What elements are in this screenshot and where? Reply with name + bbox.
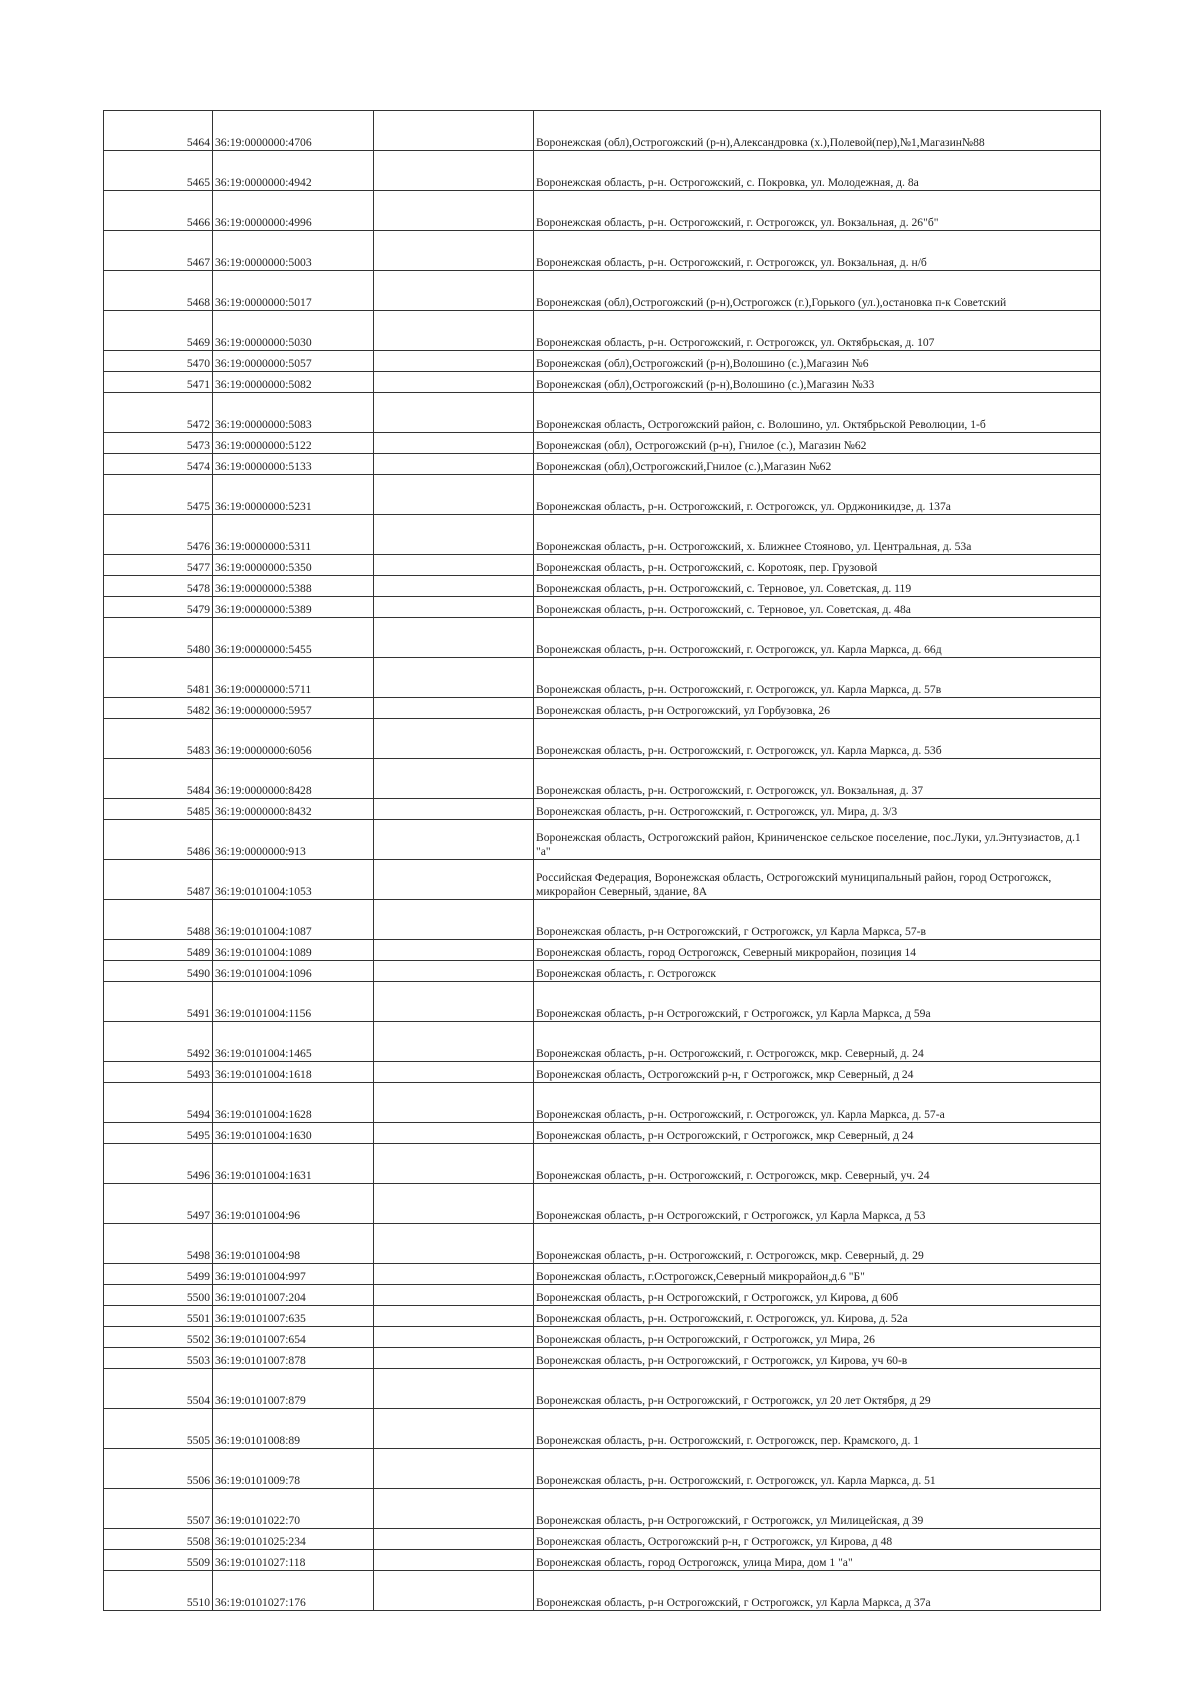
address-cell: Воронежская область, р-н. Острогожский, с. Терновое, ул. Советская, д. 119 bbox=[534, 576, 1101, 597]
empty-cell bbox=[374, 1264, 534, 1285]
cadastral-number-cell: 36:19:0000000:8432 bbox=[213, 799, 374, 820]
address-cell: Воронежская область, р-н Острогожский, г Острогожск, ул Мира, 26 bbox=[534, 1327, 1101, 1348]
table-row bbox=[104, 1409, 1101, 1449]
table-row bbox=[104, 191, 1101, 231]
address-cell: Воронежская область, Острогожский р-н, г Острогожск, ул Кирова, д 48 bbox=[534, 1529, 1101, 1550]
address-cell: Воронежская область, р-н. Острогожский, г. Острогожск, ул. Вокзальная, д. н/б bbox=[534, 231, 1101, 271]
address-cell: Воронежская область, р-н. Острогожский, г. Острогожск, ул. Мира, д. 3/3 bbox=[534, 799, 1101, 820]
address-cell: Воронежская область, Острогожский р-н, г Острогожск, мкр Северный, д 24 bbox=[534, 1062, 1101, 1083]
address-cell: Воронежская (обл),Острогожский (р-н),Острогожск (г.),Горького (ул.),остановка п-к Советский bbox=[534, 271, 1101, 311]
cadastral-number-cell: 36:19:0000000:5231 bbox=[213, 475, 374, 515]
row-number-cell: 5504 bbox=[104, 1369, 213, 1409]
cadastral-number-cell: 36:19:0000000:5389 bbox=[213, 597, 374, 618]
row-number-cell: 5465 bbox=[104, 151, 213, 191]
row-number-cell: 5507 bbox=[104, 1489, 213, 1529]
row-number-cell: 5476 bbox=[104, 515, 213, 555]
address-cell: Воронежская область, р-н. Острогожский, г. Острогожск, ул. Карла Маркса, д. 51 bbox=[534, 1449, 1101, 1489]
address-cell: Воронежская область, р-н. Острогожский, с. Коротояк, пер. Грузовой bbox=[534, 555, 1101, 576]
row-number-cell: 5506 bbox=[104, 1449, 213, 1489]
table-row bbox=[104, 820, 1101, 860]
cadastral-number-cell: 36:19:0101004:1465 bbox=[213, 1022, 374, 1062]
cadastral-number-cell: 36:19:0101004:1053 bbox=[213, 860, 374, 900]
empty-cell bbox=[374, 1571, 534, 1611]
address-cell: Воронежская область, Острогожский район, Криниченское сельское поселение, пос.Луки, ул.Энтузиастов, д.1 "а" bbox=[534, 820, 1101, 860]
empty-cell bbox=[374, 1083, 534, 1123]
row-number-cell: 5503 bbox=[104, 1348, 213, 1369]
table-row bbox=[104, 351, 1101, 372]
cadastral-number-cell: 36:19:0000000:8428 bbox=[213, 759, 374, 799]
cadastral-number-cell: 36:19:0000000:5017 bbox=[213, 271, 374, 311]
cadastral-number-cell: 36:19:0000000:5083 bbox=[213, 393, 374, 433]
table-row bbox=[104, 475, 1101, 515]
table-row bbox=[104, 372, 1101, 393]
row-number-cell: 5481 bbox=[104, 658, 213, 698]
registry-table-body bbox=[104, 111, 1101, 1611]
empty-cell bbox=[374, 1449, 534, 1489]
address-cell: Воронежская (обл),Острогожский (р-н),Волошино (с.),Магазин №33 bbox=[534, 372, 1101, 393]
row-number-cell: 5469 bbox=[104, 311, 213, 351]
cadastral-number-cell: 36:19:0101004:1087 bbox=[213, 900, 374, 940]
row-number-cell: 5497 bbox=[104, 1184, 213, 1224]
row-number-cell: 5466 bbox=[104, 191, 213, 231]
cadastral-number-cell: 36:19:0000000:5030 bbox=[213, 311, 374, 351]
table-row bbox=[104, 1327, 1101, 1348]
table-row bbox=[104, 231, 1101, 271]
cadastral-number-cell: 36:19:0101027:176 bbox=[213, 1571, 374, 1611]
row-number-cell: 5489 bbox=[104, 940, 213, 961]
address-cell: Воронежская область, р-н Острогожский, г Острогожск, ул Кирова, уч 60-в bbox=[534, 1348, 1101, 1369]
address-cell: Воронежская область, р-н Острогожский, г Острогожск, ул Карла Маркса, д 37а bbox=[534, 1571, 1101, 1611]
row-number-cell: 5502 bbox=[104, 1327, 213, 1348]
empty-cell bbox=[374, 454, 534, 475]
empty-cell bbox=[374, 151, 534, 191]
row-number-cell: 5482 bbox=[104, 698, 213, 719]
cadastral-number-cell: 36:19:0000000:5082 bbox=[213, 372, 374, 393]
empty-cell bbox=[374, 576, 534, 597]
cadastral-number-cell: 36:19:0101004:997 bbox=[213, 1264, 374, 1285]
cadastral-number-cell: 36:19:0000000:6056 bbox=[213, 719, 374, 759]
cadastral-number-cell: 36:19:0101027:118 bbox=[213, 1550, 374, 1571]
table-row bbox=[104, 1184, 1101, 1224]
row-number-cell: 5488 bbox=[104, 900, 213, 940]
cadastral-number-cell: 36:19:0000000:5003 bbox=[213, 231, 374, 271]
cadastral-number-cell: 36:19:0000000:5057 bbox=[213, 351, 374, 372]
empty-cell bbox=[374, 759, 534, 799]
cadastral-number-cell: 36:19:0101004:1630 bbox=[213, 1123, 374, 1144]
empty-cell bbox=[374, 860, 534, 900]
address-cell: Воронежская область, р-н. Острогожский, г. Острогожск, ул. Кирова, д. 52а bbox=[534, 1306, 1101, 1327]
row-number-cell: 5496 bbox=[104, 1144, 213, 1184]
table-row bbox=[104, 151, 1101, 191]
table-row bbox=[104, 1489, 1101, 1529]
row-number-cell: 5479 bbox=[104, 597, 213, 618]
address-cell: Воронежская область, р-н. Острогожский, г. Острогожск, мкр. Северный, д. 29 bbox=[534, 1224, 1101, 1264]
row-number-cell: 5475 bbox=[104, 475, 213, 515]
table-row bbox=[104, 393, 1101, 433]
cadastral-number-cell: 36:19:0101007:879 bbox=[213, 1369, 374, 1409]
empty-cell bbox=[374, 515, 534, 555]
cadastral-number-cell: 36:19:0000000:5455 bbox=[213, 618, 374, 658]
empty-cell bbox=[374, 940, 534, 961]
table-row bbox=[104, 618, 1101, 658]
row-number-cell: 5483 bbox=[104, 719, 213, 759]
address-cell: Воронежская (обл),Острогожский,Гнилое (с.),Магазин №62 bbox=[534, 454, 1101, 475]
table-row bbox=[104, 1449, 1101, 1489]
table-row bbox=[104, 1083, 1101, 1123]
cadastral-number-cell: 36:19:0101025:234 bbox=[213, 1529, 374, 1550]
table-row bbox=[104, 597, 1101, 618]
empty-cell bbox=[374, 719, 534, 759]
cadastral-number-cell: 36:19:0000000:4706 bbox=[213, 111, 374, 151]
row-number-cell: 5487 bbox=[104, 860, 213, 900]
table-row bbox=[104, 1285, 1101, 1306]
row-number-cell: 5484 bbox=[104, 759, 213, 799]
cadastral-number-cell: 36:19:0101004:1089 bbox=[213, 940, 374, 961]
address-cell: Воронежская область, р-н. Острогожский, г. Острогожск, ул. Вокзальная, д. 37 bbox=[534, 759, 1101, 799]
table-row bbox=[104, 900, 1101, 940]
cadastral-number-cell: 36:19:0101008:89 bbox=[213, 1409, 374, 1449]
row-number-cell: 5468 bbox=[104, 271, 213, 311]
empty-cell bbox=[374, 820, 534, 860]
address-cell: Воронежская область, р-н. Острогожский, г. Острогожск, мкр. Северный, уч. 24 bbox=[534, 1144, 1101, 1184]
table-row bbox=[104, 454, 1101, 475]
address-cell: Воронежская область, р-н. Острогожский, г. Острогожск, ул. Карла Маркса, д. 53б bbox=[534, 719, 1101, 759]
empty-cell bbox=[374, 1327, 534, 1348]
address-cell: Воронежская область, г.Острогожск,Северный микрорайон,д.6 "Б" bbox=[534, 1264, 1101, 1285]
cadastral-number-cell: 36:19:0101004:1096 bbox=[213, 961, 374, 982]
empty-cell bbox=[374, 1348, 534, 1369]
empty-cell bbox=[374, 618, 534, 658]
row-number-cell: 5493 bbox=[104, 1062, 213, 1083]
cadastral-number-cell: 36:19:0101022:70 bbox=[213, 1489, 374, 1529]
row-number-cell: 5500 bbox=[104, 1285, 213, 1306]
address-cell: Воронежская область, р-н. Острогожский, г. Острогожск, ул. Орджоникидзе, д. 137а bbox=[534, 475, 1101, 515]
table-row bbox=[104, 1369, 1101, 1409]
cadastral-number-cell: 36:19:0000000:913 bbox=[213, 820, 374, 860]
empty-cell bbox=[374, 1123, 534, 1144]
empty-cell bbox=[374, 1285, 534, 1306]
empty-cell bbox=[374, 393, 534, 433]
empty-cell bbox=[374, 597, 534, 618]
address-cell: Воронежская область, город Острогожск, Северный микрорайон, позиция 14 bbox=[534, 940, 1101, 961]
row-number-cell: 5501 bbox=[104, 1306, 213, 1327]
address-cell: Воронежская область, р-н. Острогожский, г. Острогожск, ул. Карла Маркса, д. 57в bbox=[534, 658, 1101, 698]
address-cell: Воронежская область, р-н. Острогожский, г. Острогожск, ул. Карла Маркса, д. 66д bbox=[534, 618, 1101, 658]
address-cell: Воронежская область, город Острогожск, улица Мира, дом 1 "а" bbox=[534, 1550, 1101, 1571]
empty-cell bbox=[374, 111, 534, 151]
row-number-cell: 5492 bbox=[104, 1022, 213, 1062]
table-row bbox=[104, 1144, 1101, 1184]
row-number-cell: 5495 bbox=[104, 1123, 213, 1144]
address-cell: Воронежская область, р-н Острогожский, г Острогожск, ул Карла Маркса, д 59а bbox=[534, 982, 1101, 1022]
row-number-cell: 5473 bbox=[104, 433, 213, 454]
row-number-cell: 5505 bbox=[104, 1409, 213, 1449]
empty-cell bbox=[374, 351, 534, 372]
empty-cell bbox=[374, 1022, 534, 1062]
address-cell: Воронежская область, р-н. Острогожский, г. Острогожск, мкр. Северный, д. 24 bbox=[534, 1022, 1101, 1062]
empty-cell bbox=[374, 1550, 534, 1571]
cadastral-number-cell: 36:19:0101007:204 bbox=[213, 1285, 374, 1306]
empty-cell bbox=[374, 658, 534, 698]
empty-cell bbox=[374, 555, 534, 576]
cadastral-number-cell: 36:19:0101007:635 bbox=[213, 1306, 374, 1327]
cadastral-number-cell: 36:19:0000000:5122 bbox=[213, 433, 374, 454]
row-number-cell: 5494 bbox=[104, 1083, 213, 1123]
address-cell: Воронежская область, р-н Острогожский, г Острогожск, мкр Северный, д 24 bbox=[534, 1123, 1101, 1144]
row-number-cell: 5477 bbox=[104, 555, 213, 576]
empty-cell bbox=[374, 433, 534, 454]
empty-cell bbox=[374, 961, 534, 982]
cadastral-number-cell: 36:19:0101009:78 bbox=[213, 1449, 374, 1489]
cadastral-number-cell: 36:19:0000000:5350 bbox=[213, 555, 374, 576]
cadastral-number-cell: 36:19:0000000:4942 bbox=[213, 151, 374, 191]
empty-cell bbox=[374, 1184, 534, 1224]
table-row bbox=[104, 1062, 1101, 1083]
empty-cell bbox=[374, 698, 534, 719]
address-cell: Воронежская (обл),Острогожский (р-н),Волошино (с.),Магазин №6 bbox=[534, 351, 1101, 372]
cadastral-number-cell: 36:19:0000000:5711 bbox=[213, 658, 374, 698]
cadastral-number-cell: 36:19:0101004:98 bbox=[213, 1224, 374, 1264]
table-row bbox=[104, 576, 1101, 597]
address-cell: Воронежская область, Острогожский район, с. Волошино, ул. Октябрьской Революции, 1-б bbox=[534, 393, 1101, 433]
address-cell: Воронежская область, р-н Острогожский, г Острогожск, ул Кирова, д 60б bbox=[534, 1285, 1101, 1306]
empty-cell bbox=[374, 372, 534, 393]
empty-cell bbox=[374, 1062, 534, 1083]
address-cell: Воронежская область, р-н. Острогожский, х. Ближнее Стояново, ул. Центральная, д. 53а bbox=[534, 515, 1101, 555]
table-row bbox=[104, 698, 1101, 719]
empty-cell bbox=[374, 982, 534, 1022]
table-row bbox=[104, 433, 1101, 454]
address-cell: Воронежская область, р-н. Острогожский, с. Покровка, ул. Молодежная, д. 8а bbox=[534, 151, 1101, 191]
address-cell: Воронежская область, р-н Острогожский, г Острогожск, ул Милицейская, д 39 bbox=[534, 1489, 1101, 1529]
empty-cell bbox=[374, 1489, 534, 1529]
empty-cell bbox=[374, 231, 534, 271]
table-row bbox=[104, 719, 1101, 759]
row-number-cell: 5510 bbox=[104, 1571, 213, 1611]
row-number-cell: 5499 bbox=[104, 1264, 213, 1285]
empty-cell bbox=[374, 1529, 534, 1550]
table-row bbox=[104, 1529, 1101, 1550]
table-row bbox=[104, 555, 1101, 576]
table-row bbox=[104, 961, 1101, 982]
cadastral-number-cell: 36:19:0000000:5311 bbox=[213, 515, 374, 555]
table-row bbox=[104, 658, 1101, 698]
row-number-cell: 5491 bbox=[104, 982, 213, 1022]
table-row bbox=[104, 1264, 1101, 1285]
cadastral-number-cell: 36:19:0101007:654 bbox=[213, 1327, 374, 1348]
table-row bbox=[104, 111, 1101, 151]
row-number-cell: 5464 bbox=[104, 111, 213, 151]
registry-table bbox=[103, 110, 1101, 1611]
empty-cell bbox=[374, 799, 534, 820]
empty-cell bbox=[374, 271, 534, 311]
address-cell: Воронежская область, р-н. Острогожский, г. Острогожск, ул. Карла Маркса, д. 57-а bbox=[534, 1083, 1101, 1123]
row-number-cell: 5485 bbox=[104, 799, 213, 820]
row-number-cell: 5478 bbox=[104, 576, 213, 597]
address-cell: Воронежская область, г. Острогожск bbox=[534, 961, 1101, 982]
empty-cell bbox=[374, 191, 534, 231]
table-row bbox=[104, 1550, 1101, 1571]
cadastral-number-cell: 36:19:0000000:5388 bbox=[213, 576, 374, 597]
address-cell: Воронежская область, р-н Острогожский, г Острогожск, ул 20 лет Октября, д 29 bbox=[534, 1369, 1101, 1409]
address-cell: Воронежская область, р-н Острогожский, ул Горбузовка, 26 bbox=[534, 698, 1101, 719]
row-number-cell: 5470 bbox=[104, 351, 213, 372]
row-number-cell: 5467 bbox=[104, 231, 213, 271]
empty-cell bbox=[374, 311, 534, 351]
cadastral-number-cell: 36:19:0101004:1631 bbox=[213, 1144, 374, 1184]
address-cell: Воронежская область, р-н. Острогожский, г. Острогожск, ул. Вокзальная, д. 26"б" bbox=[534, 191, 1101, 231]
cadastral-number-cell: 36:19:0000000:5957 bbox=[213, 698, 374, 719]
empty-cell bbox=[374, 1144, 534, 1184]
cadastral-number-cell: 36:19:0101004:96 bbox=[213, 1184, 374, 1224]
address-cell: Воронежская область, р-н. Острогожский, г. Острогожск, пер. Крамского, д. 1 bbox=[534, 1409, 1101, 1449]
address-cell: Воронежская область, р-н. Острогожский, г. Острогожск, ул. Октябрьская, д. 107 bbox=[534, 311, 1101, 351]
table-row bbox=[104, 311, 1101, 351]
empty-cell bbox=[374, 475, 534, 515]
address-cell: Воронежская область, р-н Острогожский, г Острогожск, ул Карла Маркса, д 53 bbox=[534, 1184, 1101, 1224]
row-number-cell: 5474 bbox=[104, 454, 213, 475]
row-number-cell: 5472 bbox=[104, 393, 213, 433]
table-row bbox=[104, 940, 1101, 961]
empty-cell bbox=[374, 1224, 534, 1264]
empty-cell bbox=[374, 1409, 534, 1449]
table-row bbox=[104, 1306, 1101, 1327]
empty-cell bbox=[374, 1306, 534, 1327]
row-number-cell: 5490 bbox=[104, 961, 213, 982]
table-row bbox=[104, 1571, 1101, 1611]
table-row bbox=[104, 271, 1101, 311]
address-cell: Воронежская (обл),Острогожский (р-н),Александровка (х.),Полевой(пер),№1,Магазин№88 bbox=[534, 111, 1101, 151]
table-row bbox=[104, 799, 1101, 820]
empty-cell bbox=[374, 900, 534, 940]
address-cell: Российская Федерация, Воронежская область, Острогожский муниципальный район, город Острогожск, микрорайон Северный, здание, 8А bbox=[534, 860, 1101, 900]
cadastral-number-cell: 36:19:0101004:1628 bbox=[213, 1083, 374, 1123]
row-number-cell: 5498 bbox=[104, 1224, 213, 1264]
address-cell: Воронежская (обл), Острогожский (р-н), Гнилое (с.), Магазин №62 bbox=[534, 433, 1101, 454]
cadastral-number-cell: 36:19:0101004:1156 bbox=[213, 982, 374, 1022]
table-row bbox=[104, 1022, 1101, 1062]
table-row bbox=[104, 1224, 1101, 1264]
table-row bbox=[104, 1123, 1101, 1144]
row-number-cell: 5486 bbox=[104, 820, 213, 860]
cadastral-number-cell: 36:19:0101004:1618 bbox=[213, 1062, 374, 1083]
table-row bbox=[104, 860, 1101, 900]
row-number-cell: 5480 bbox=[104, 618, 213, 658]
row-number-cell: 5471 bbox=[104, 372, 213, 393]
cadastral-number-cell: 36:19:0101007:878 bbox=[213, 1348, 374, 1369]
address-cell: Воронежская область, р-н. Острогожский, с. Терновое, ул. Советская, д. 48а bbox=[534, 597, 1101, 618]
address-cell: Воронежская область, р-н Острогожский, г Острогожск, ул Карла Маркса, 57-в bbox=[534, 900, 1101, 940]
row-number-cell: 5509 bbox=[104, 1550, 213, 1571]
cadastral-number-cell: 36:19:0000000:5133 bbox=[213, 454, 374, 475]
row-number-cell: 5508 bbox=[104, 1529, 213, 1550]
table-row bbox=[104, 982, 1101, 1022]
table-row bbox=[104, 759, 1101, 799]
table-row bbox=[104, 515, 1101, 555]
cadastral-number-cell: 36:19:0000000:4996 bbox=[213, 191, 374, 231]
table-row bbox=[104, 1348, 1101, 1369]
empty-cell bbox=[374, 1369, 534, 1409]
